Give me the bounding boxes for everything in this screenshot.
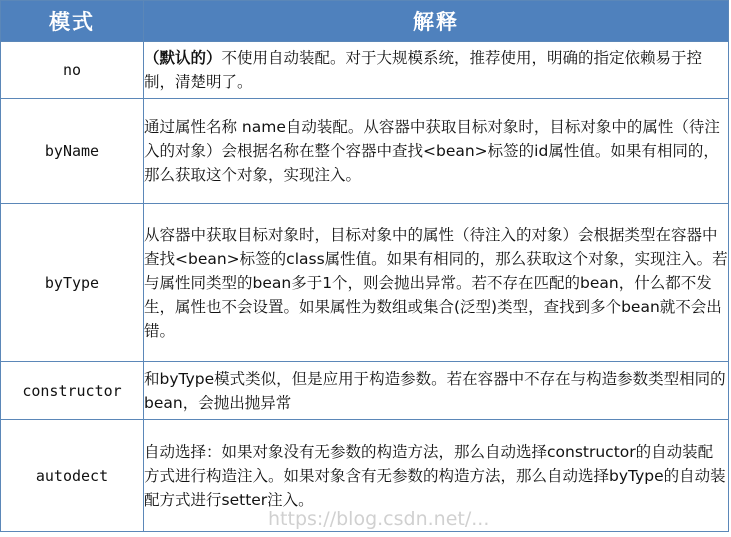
- header-explain: 解释: [144, 1, 729, 42]
- header-mode: 模式: [1, 1, 144, 42]
- table-row-no: [1, 42, 729, 99]
- default-emphasis: （默认的）: [144, 49, 222, 67]
- desc-cell-autodect: 自动选择：如果对象没有无参数的构造方法，那么自动选择constructor的自动装配方式进行构造注入。如果对象含有无参数的构造方法，那么自动选择byType的自动装配方式进行setter注入。: [144, 420, 729, 532]
- header-row: [1, 1, 729, 42]
- table-row-constructor: [1, 362, 729, 420]
- desc-cell-byname: 通过属性名称 name自动装配。从容器中获取目标对象时，目标对象中的属性（待注入的对象）会根据名称在整个容器中查找<bean>标签的id属性值。如果有相同的，那么获取这个对象，实现注入。: [144, 99, 729, 204]
- mode-cell-bytype: byType: [1, 204, 144, 362]
- desc-cell-constructor: 和byType模式类似，但是应用于构造参数。若在容器中不存在与构造参数类型相同的bean，会抛出抛异常: [144, 362, 729, 420]
- table-row-bytype: [1, 204, 729, 362]
- mode-cell-byname: byName: [1, 99, 144, 204]
- mode-cell-autodect: autodect: [1, 420, 144, 532]
- desc-cell-no: [144, 42, 729, 99]
- desc-text-no: 不使用自动装配。对于大规模系统，推荐使用，明确的指定依赖易于控制，清楚明了。: [144, 49, 703, 91]
- mode-cell-no: no: [1, 42, 144, 99]
- mode-cell-constructor: constructor: [1, 362, 144, 420]
- desc-cell-bytype: 从容器中获取目标对象时，目标对象中的属性（待注入的对象）会根据类型在容器中查找<bean>标签的class属性值。如果有相同的，那么获取这个对象，实现注入。若与属性同类型的bean多于1个，则会抛出异常。若不存在匹配的bean，什么都不发生，属性也不会设置。如果属性为数组或集合(泛型)类型，查找到多个bean就不会出错。: [144, 204, 729, 362]
- table-row-byname: [1, 99, 729, 204]
- table-row-autodect: [1, 420, 729, 532]
- watermark: https://blog.csdn.net/...: [268, 508, 490, 530]
